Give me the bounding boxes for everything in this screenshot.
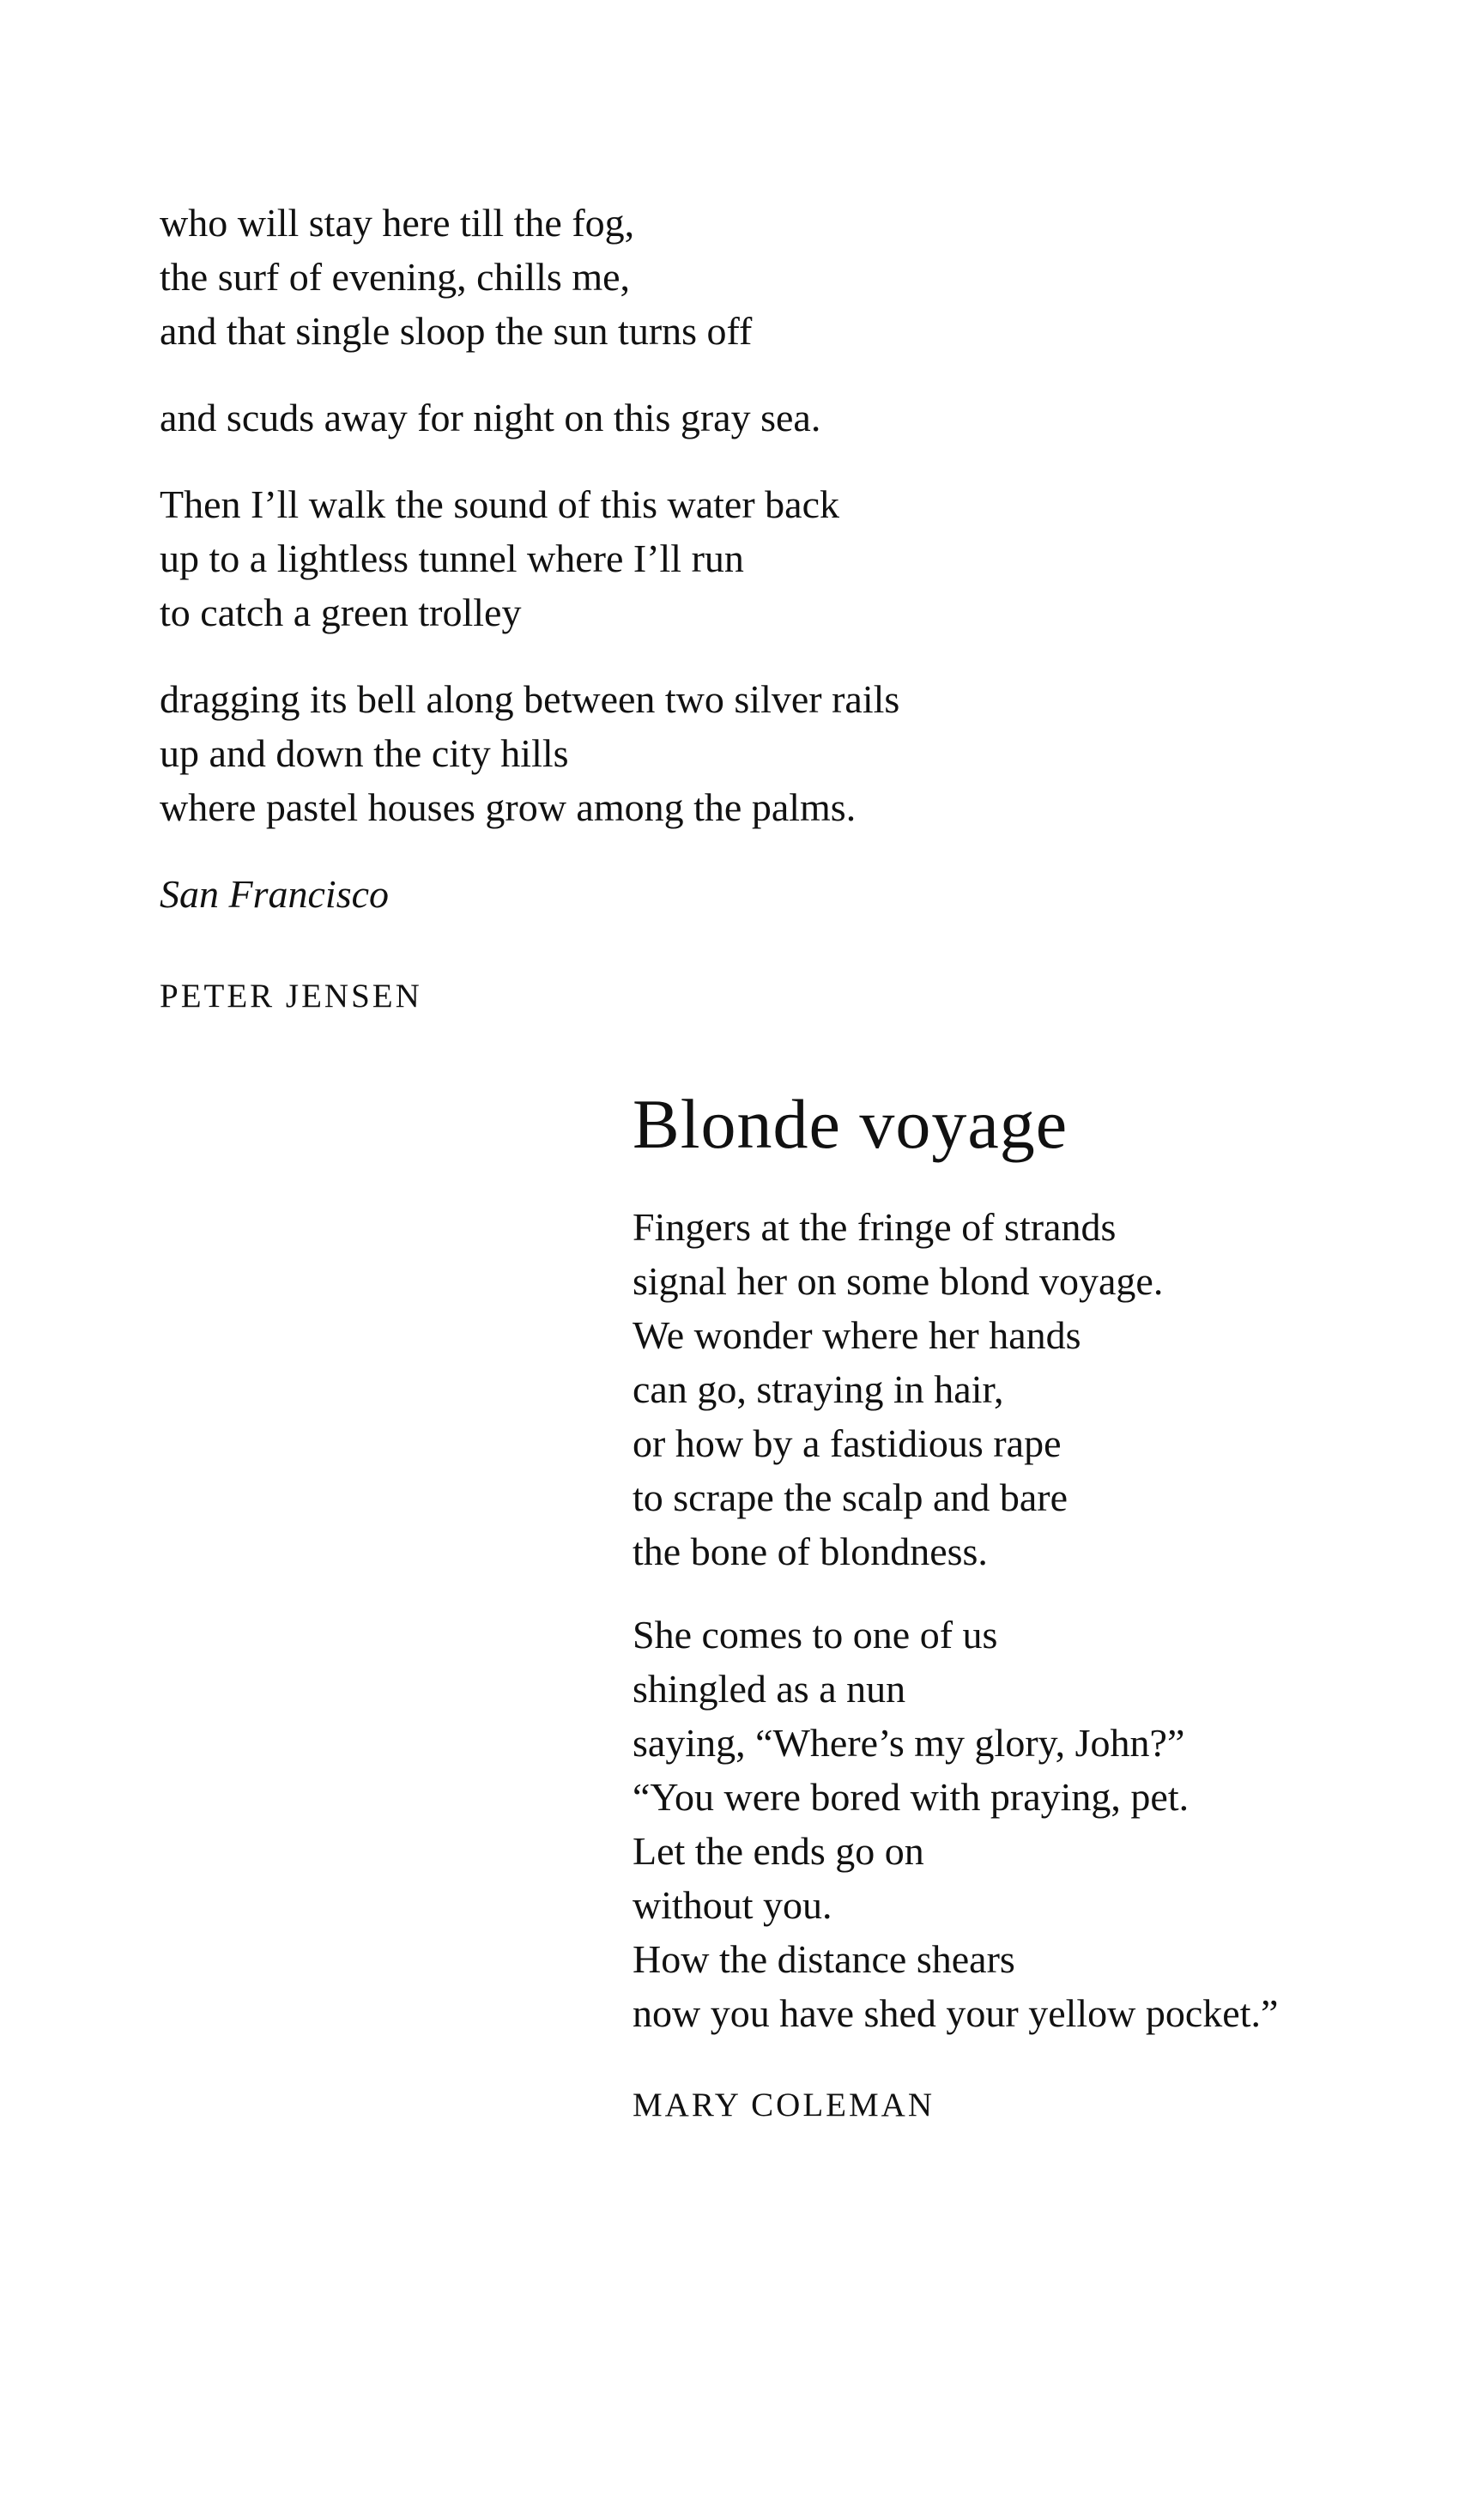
poem-line: without you.: [633, 1883, 832, 1927]
poem-line: or how by a fastidious rape: [633, 1421, 1062, 1465]
poem-line: who will stay here till the fog,: [160, 201, 635, 245]
poem-line: up and down the city hills: [160, 731, 569, 775]
poem-place: San Francisco: [160, 872, 390, 916]
poem-line: Let the ends go on: [633, 1829, 924, 1873]
poem-line: She comes to one of us: [633, 1613, 998, 1657]
poem-line: “You were bored with praying, pet.: [633, 1775, 1190, 1819]
poem-line: can go, straying in hair,: [633, 1367, 1004, 1411]
poem-line: How the distance shears: [633, 1937, 1015, 1981]
stanza: [160, 391, 1275, 445]
stanza: [160, 477, 1275, 639]
poem-continuation: [160, 196, 1275, 921]
poem-line: where pastel houses grow among the palms.: [160, 785, 857, 829]
poem-author: PETER JENSEN: [160, 978, 422, 1015]
poem-line: shingled as a nun: [633, 1667, 906, 1711]
poem-line: now you have shed your yellow pocket.”: [633, 1991, 1279, 2035]
poem-title: Blonde voyage: [633, 1085, 1068, 1163]
poem-line: the bone of blondness.: [633, 1530, 988, 1573]
stanza: [160, 196, 1275, 358]
poem-author: MARY COLEMAN: [633, 2087, 935, 2123]
poem-line: Fingers at the fringe of strands: [633, 1205, 1117, 1249]
poem-line: saying, “Where’s my glory, John?”: [633, 1721, 1185, 1765]
poem-line: and that single sloop the sun turns off: [160, 309, 753, 353]
poem-line: to scrape the scalp and bare: [633, 1475, 1068, 1519]
poem-line: and scuds away for night on this gray sea.: [160, 396, 821, 439]
stanza: [160, 672, 1275, 834]
poem-line: Then I’ll walk the sound of this water back: [160, 482, 839, 526]
poem-line: We wonder where her hands: [633, 1313, 1081, 1357]
poem-line: up to a lightless tunnel where I’ll run: [160, 536, 744, 580]
poem-line: dragging its bell along between two silver rails: [160, 677, 900, 721]
poem-blonde-voyage: [633, 1083, 1405, 2069]
poem-line: to catch a green trolley: [160, 591, 522, 634]
stanza: [633, 1608, 1405, 2040]
stanza: [633, 1200, 1405, 1578]
poem-line: the surf of evening, chills me,: [160, 255, 631, 299]
poem-line: signal her on some blond voyage.: [633, 1259, 1164, 1303]
